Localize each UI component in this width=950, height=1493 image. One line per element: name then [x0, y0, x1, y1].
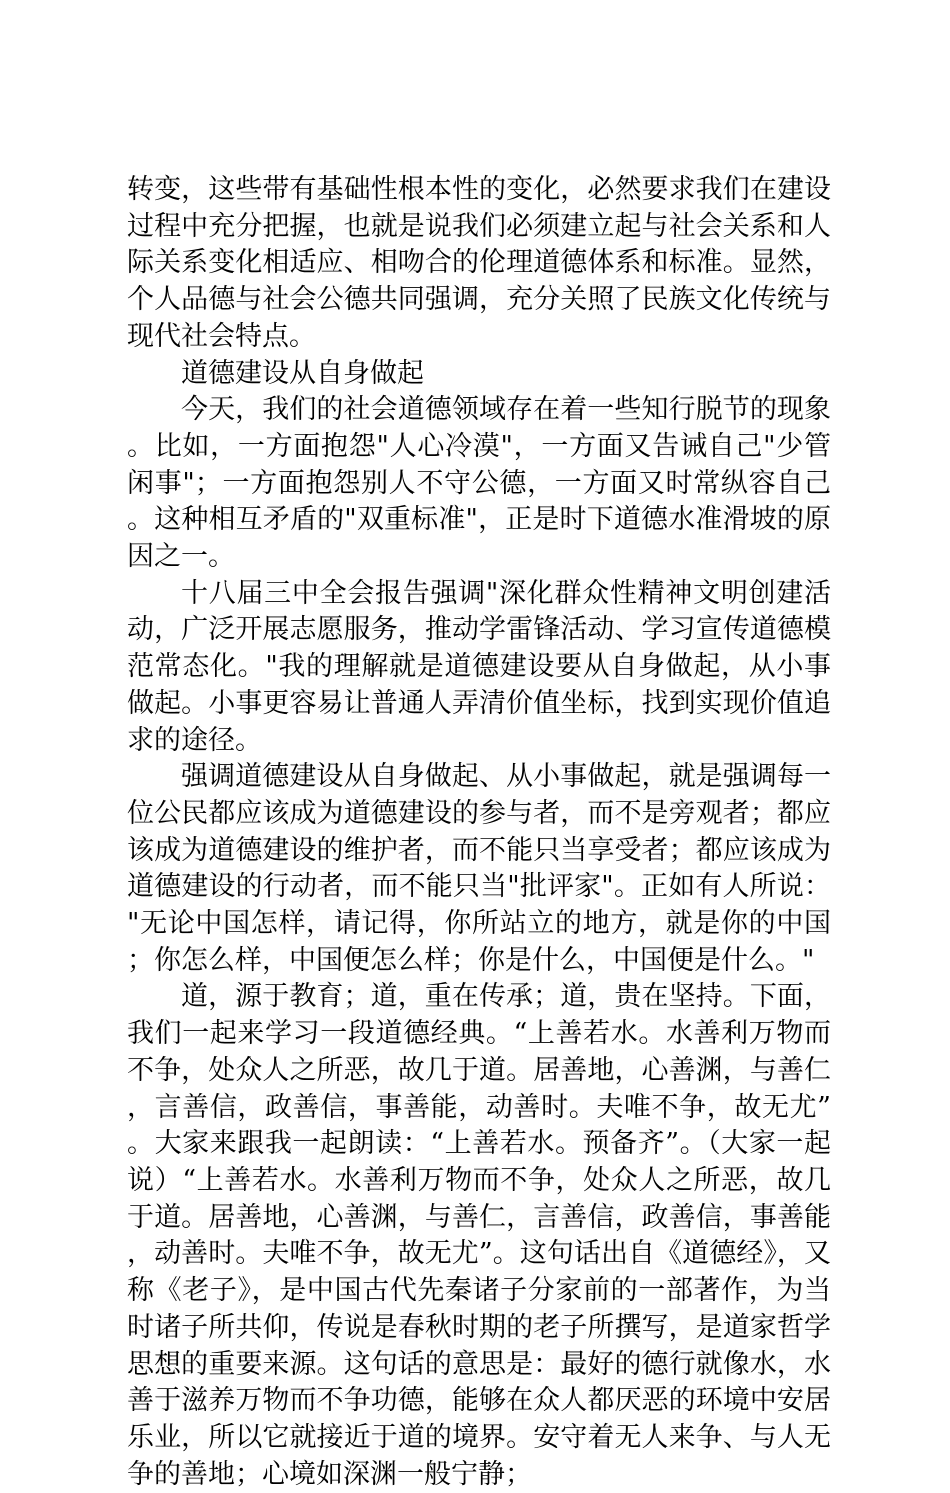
paragraph: 今天，我们的社会道德领域存在着一些知行脱节的现象。比如，一方面抱怨"人心冷漠"，一方面又告诫自己"少管闲事"；一方面抱怨别人不守公德，一方面又时常纵容自己。这种相互矛盾的"双重标准"，正是时下道德水准滑坡的原因之一。	[127, 394, 831, 573]
paragraph: 十八届三中全会报告强调"深化群众性精神文明创建活动，广泛开展志愿服务，推动学雷锋活动、学习宣传道德模范常态化。"我的理解就是道德建设要从自身做起，从小事做起。小事更容易让普通人弄清价值坐标，找到实现价值追求的途径。	[127, 577, 831, 756]
paragraph: 转变，这些带有基础性根本性的变化，必然要求我们在建设过程中充分把握，也就是说我们必须建立起与社会关系和人际关系变化相适应、相吻合的伦理道德体系和标准。显然，个人品德与社会公德共同强调，充分关照了民族文化传统与现代社会特点。	[127, 174, 831, 352]
document-page	[127, 172, 831, 1493]
paragraph: 道，源于教育；道，重在传承；道，贵在坚持。下面，我们一起来学习一段道德经典。“上善若水。水善利万物而不争，处众人之所恶，故几于道。居善地，心善渊，与善仁，言善信，政善信，事善能，动善时。夫唯不争，故无尤”。大家来跟我一起朗读：“上善若水。预备齐”。（大家一起说）“上善若水。水善利万物而不争，处众人之所恶，故几于道。居善地，心善渊，与善仁，言善信，政善信，事善能，动善时。夫唯不争，故无尤”。这句话出自《道德经》，又称《老子》，是中国古代先秦诸子分家前的一部著作，为当时诸子所共仰，传说是春秋时期的老子所撰写，是道家哲学思想的重要来源。这句话的意思是：最好的德行就像水，水善于滋养万物而不争功德，能够在众人都厌恶的环境中安居乐业，所以它就接近于道的境界。安守着无人来争、与人无争的善地；心境如深渊一般宁静；	[127, 981, 831, 1490]
paragraph: 强调道德建设从自身做起、从小事做起，就是强调每一位公民都应该成为道德建设的参与者，而不是旁观者；都应该成为道德建设的维护者，而不能只当享受者；都应该成为道德建设的行动者，而不能只当"批评家"。正如有人所说："无论中国怎样，请记得，你所站立的地方，就是你的中国；你怎么样，中国便怎么样；你是什么，中国便是什么。"	[127, 761, 831, 976]
section-heading: 道德建设从自身做起	[181, 357, 424, 389]
